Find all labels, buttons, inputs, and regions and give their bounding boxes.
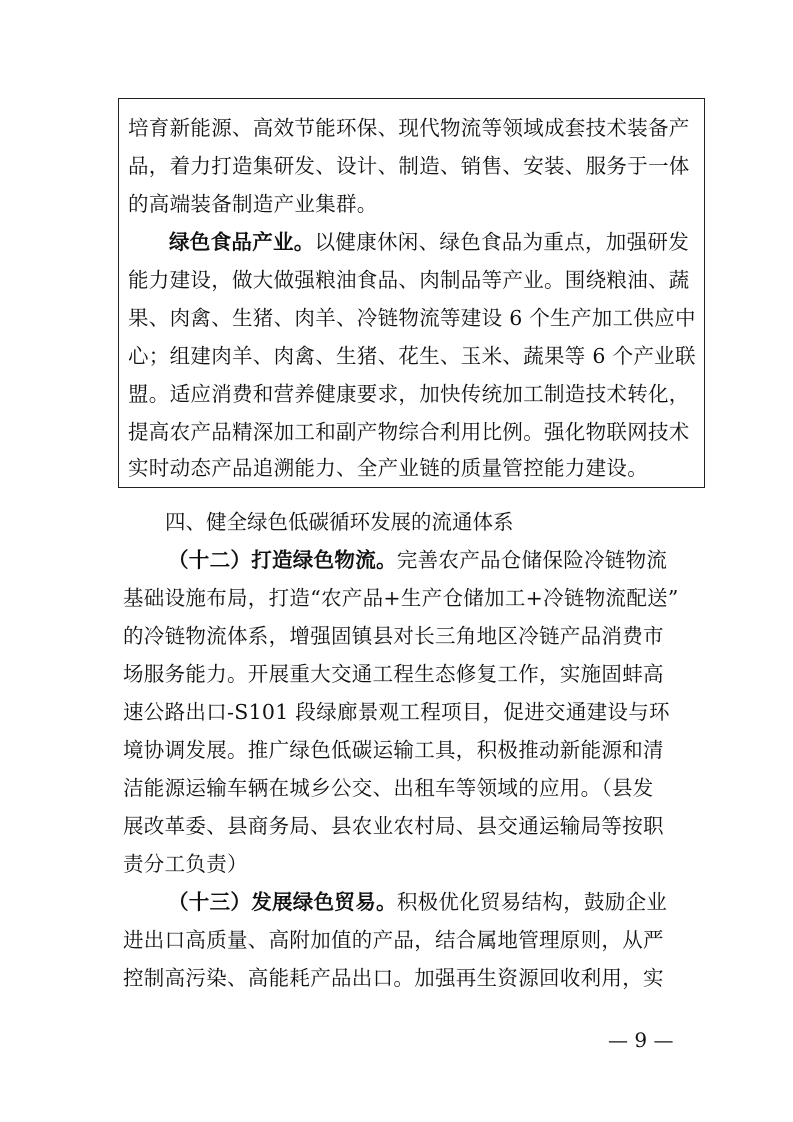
paragraph-lead-bold: 绿色食品产业。: [169, 230, 315, 254]
text-line: 心；组建肉羊、肉禽、生猪、花生、玉米、蔬果等 6 个产业联: [128, 344, 696, 368]
text-line: 品，着力打造集研发、设计、制造、销售、安装、服务于一体: [128, 154, 690, 178]
text-line: 盟。适应消费和营养健康要求，加快传统加工制造技术转化，: [128, 382, 690, 406]
item-title-bold: （十二）打造绿色物流。: [168, 548, 397, 572]
text-line: 场服务能力。开展重大交通工程生态修复工作，实施固蚌高: [123, 662, 664, 686]
text-line: 展改革委、县商务局、县农业农村局、县交通运输局等按职: [123, 814, 664, 838]
text-line: 能力建设，做大做强粮油食品、肉制品等产业。围绕粮油、蔬: [128, 268, 690, 292]
text-line: 提高农产品精深加工和副产物综合利用比例。强化物联网技术: [128, 420, 690, 444]
text-line: 境协调发展。推广绿色低碳运输工具，积极推动新能源和清: [123, 738, 664, 762]
text-line: 进出口高质量、高附加值的产品，结合属地管理原则，从严: [123, 928, 664, 952]
text-line: 速公路出口-S101 段绿廊景观工程项目，促进交通建设与环: [123, 700, 670, 724]
paragraph-first-line: [0, 546, 793, 574]
item-first-rest: 完善农产品仓储保险冷链物流: [396, 548, 668, 572]
page-number: — 9 —: [608, 1028, 674, 1052]
paragraph-first-line: [0, 228, 793, 256]
item-title-bold: （十三）发展绿色贸易。: [168, 890, 397, 914]
text-line: 基础设施布局，打造“农产品+生产仓储加工+冷链物流配送”: [123, 586, 679, 610]
paragraph-first-line: [0, 888, 793, 916]
text-line: 果、肉禽、生猪、肉羊、冷链物流等建设 6 个生产加工供应中: [128, 306, 696, 330]
text-line: 培育新能源、高效节能环保、现代物流等领域成套技术装备产: [128, 116, 690, 140]
item-first-rest: 积极优化贸易结构，鼓励企业: [396, 890, 668, 914]
text-line: 洁能源运输车辆在城乡公交、出租车等领域的应用。（县发: [123, 776, 654, 800]
text-line: 责分工负责）: [123, 852, 248, 876]
section-heading: 四、健全绿色低碳循环发展的流通体系: [165, 510, 514, 534]
text-line: 的高端装备制造产业集群。: [128, 192, 378, 216]
paragraph-lead-rest: 以健康休闲、绿色食品为重点，加强研发: [314, 230, 690, 254]
text-line: 控制高污染、高能耗产品出口。加强再生资源回收利用，实: [123, 966, 664, 990]
text-line: 的冷链物流体系，增强固镇县对长三角地区冷链产品消费市: [123, 624, 664, 648]
text-line: 实时动态产品追溯能力、全产业链的质量管控能力建设。: [128, 456, 648, 480]
